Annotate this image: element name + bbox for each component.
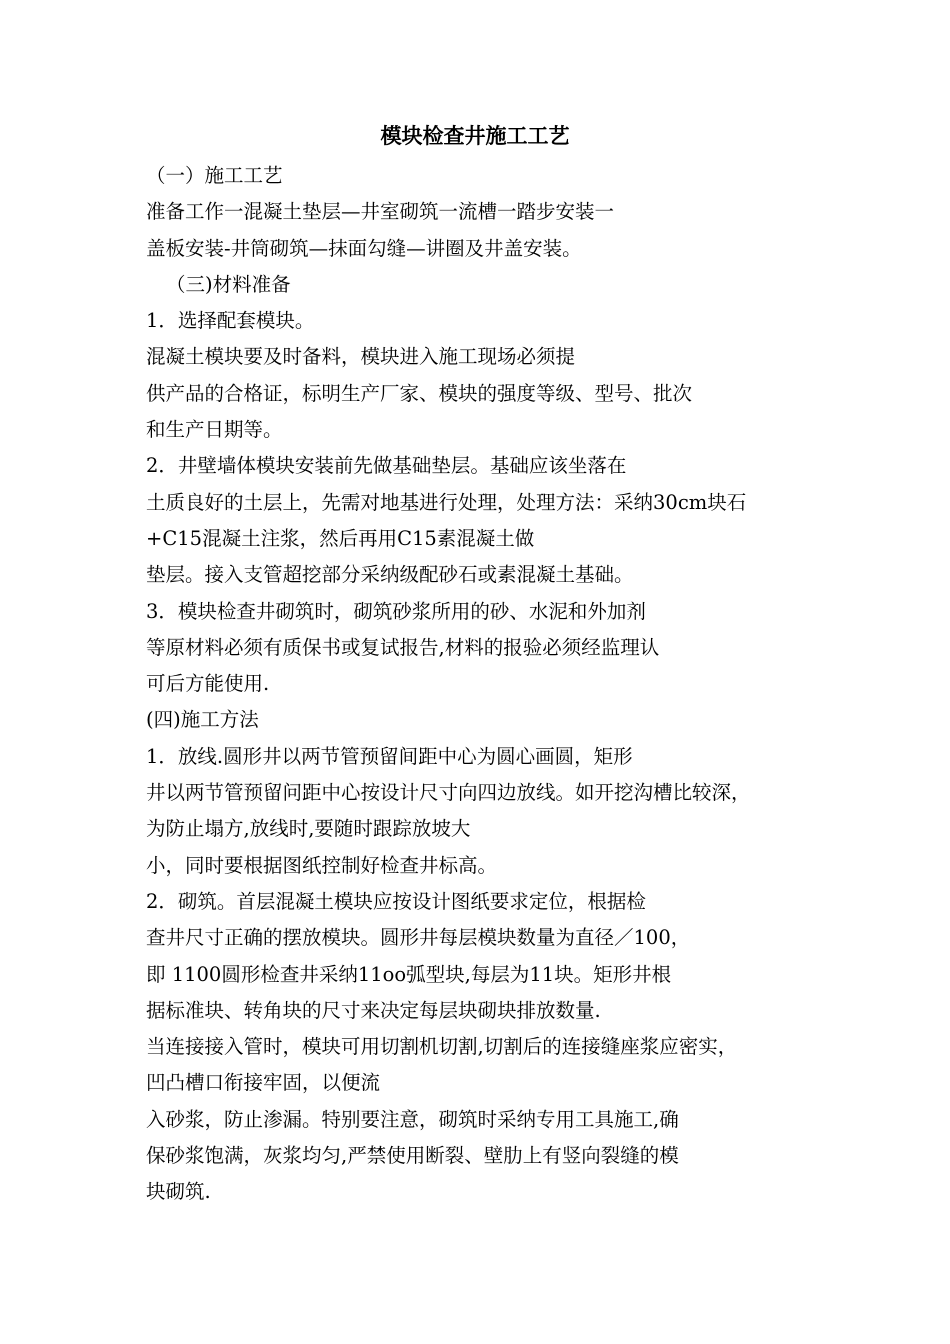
section-heading: （三)材料准备	[166, 272, 291, 296]
document-body	[146, 158, 846, 1211]
text-line: 等原材料必须有质保书或复试报告,材料的报验必须经监理认	[146, 635, 660, 659]
text-line: 1．放线.圆形井以两节管预留间距中心为圆心画圆，矩形	[146, 744, 633, 768]
text-line: 3．模块检查井砌筑时，砌筑砂浆所用的砂、水泥和外加剂	[146, 599, 646, 623]
text-line: 据标准块、转角块的尺寸来决定每层块砌块排放数量.	[146, 998, 601, 1022]
text-line: 垫层。接入支管超挖部分采纳级配砂石或素混凝土基础。	[146, 563, 634, 587]
text-line: 为防止塌方,放线时,要随时跟踪放坡大	[146, 817, 471, 841]
text-line: 井以两节管预留问距中心按设计尺寸向四边放线。如开挖沟槽比较深，	[146, 781, 751, 805]
text-line: 保砂浆饱满，灰浆均匀,严禁使用断裂、壁肋上有竖向裂缝的模	[146, 1144, 679, 1168]
text-line: 块砌筑.	[146, 1180, 211, 1204]
text-line: 小，同时要根据图纸控制好检查井标高。	[146, 853, 498, 877]
text-line: 准备工作一混凝土垫层—井室砌筑一流槽一踏步安装一	[146, 200, 615, 224]
text-line: 供产品的合格证，标明生产厂家、模块的强度等级、型号、批次	[146, 381, 693, 405]
text-line: 即 1100圆形检查井采纳11oo弧型块,每层为11块。矩形井根	[146, 962, 672, 986]
text-line: 可后方能使用.	[146, 672, 270, 696]
text-line: 盖板安装-井筒砌筑—抹面勾缝—讲圈及井盖安装。	[146, 236, 582, 260]
text-line: 土质良好的土层上，先需对地基进行处理，处理方法：采纳30cm块石	[146, 490, 747, 514]
text-line: 混凝土模块要及时备料，模块进入施工现场必须提	[146, 345, 576, 369]
text-line: 凹凸槽口衔接牢固，以便流	[146, 1071, 381, 1095]
text-line: 2．井壁墙体模块安装前先做基础垫层。基础应该坐落在	[146, 454, 627, 478]
text-line: 1．选择配套模块。	[146, 309, 315, 333]
section-heading: (四)施工方法	[146, 708, 259, 732]
document-title: 模块检查井施工工艺	[380, 123, 570, 148]
text-line: +C15混凝土注浆，然后再用C15素混凝土做	[146, 526, 535, 550]
text-line: 当连接接入管时，模块可用切割机切割,切割后的连接缝座浆应密实，	[146, 1035, 738, 1059]
text-line: 入砂浆，防止渗漏。特别要注意，砌筑时采纳专用工具施工,确	[146, 1107, 679, 1131]
section-heading: （一）施工工艺	[146, 164, 283, 187]
text-line: 2．砌筑。首层混凝土模块应按设计图纸要求定位，根据检	[146, 889, 646, 913]
text-line: 查井尺寸正确的摆放模块。圆形井每层模块数量为直径／100，	[146, 926, 691, 950]
text-line: 和生产日期等。	[146, 418, 283, 442]
